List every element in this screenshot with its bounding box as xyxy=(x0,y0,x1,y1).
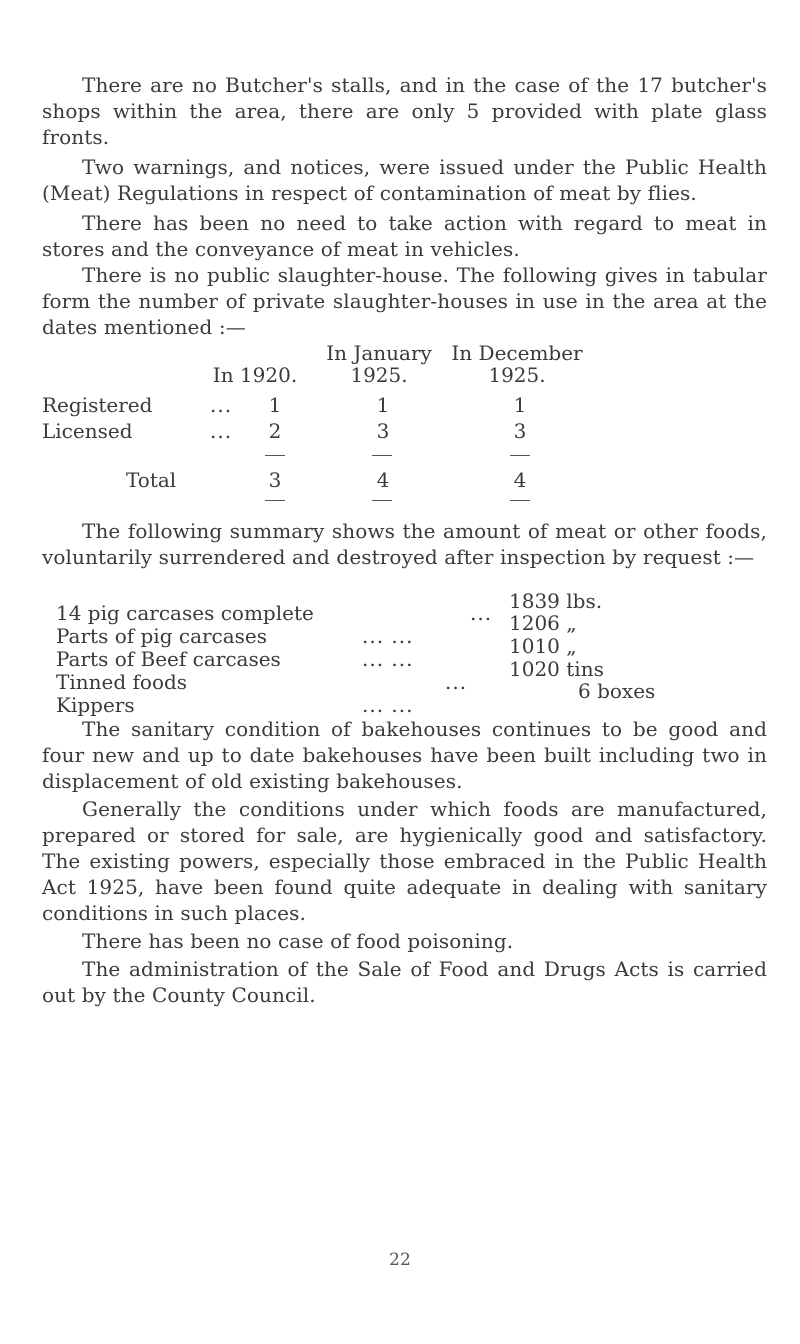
list-item-dots: ... xyxy=(470,601,493,625)
cell-registered-1920: 1 xyxy=(268,393,282,417)
rule-above-total-dec xyxy=(510,455,530,456)
total-label: Total xyxy=(126,468,177,492)
row-dots-licensed: ... xyxy=(210,419,233,443)
list-item-amount: 1020 tins xyxy=(509,657,604,681)
rule-above-total-1920 xyxy=(265,455,285,456)
paragraph-butcher-stalls: There are no Butcher's stalls, and in the case of the 17 butcher's shops within the area, there are only 5 provided with plate glass fronts. xyxy=(42,73,767,149)
paragraph-slaughter-house: There is no public slaughter-house. The following gives in tabular form the number of private slaughter-houses in use in the area at the dates mentioned :— xyxy=(42,263,767,339)
list-item-dots: ... ... xyxy=(362,647,414,671)
rule-below-total-1920 xyxy=(265,500,285,501)
list-item-amount: 1010 „ xyxy=(509,634,577,658)
rule-above-total-jan xyxy=(372,455,392,456)
paragraph-sale-of-food: The administration of the Sale of Food and Drugs Acts is carried out by the County Council. xyxy=(42,957,767,1007)
header-january-line1: In January xyxy=(326,341,432,365)
rule-below-total-jan xyxy=(372,500,392,501)
cell-licensed-jan: 3 xyxy=(376,419,390,443)
header-january-line2: 1925. xyxy=(350,363,408,387)
list-item-label: Kippers xyxy=(56,693,135,717)
row-dots-registered: ... xyxy=(210,393,233,417)
cell-licensed-dec: 3 xyxy=(513,419,527,443)
paragraph-food-conditions: Generally the conditions under which foods are manufactured, prepared or stored for sale, are hygienically good and satisfactory. The existing powers, especially those embraced in the Public Health Act 1925, have been found quite adequate in dealing with sanitary conditions in such places. xyxy=(42,797,767,925)
paragraph-warnings: Two warnings, and notices, were issued under the Public Health (Meat) Regulations in respect of contamination of meat by flies. xyxy=(42,155,767,205)
header-1920: In 1920. xyxy=(212,363,298,387)
row-label-licensed: Licensed xyxy=(42,419,133,443)
list-item-dots: ... ... xyxy=(362,624,414,648)
list-item-dots: ... ... xyxy=(362,693,414,717)
list-item-amount: 1839 lbs. xyxy=(509,589,603,613)
list-item-label: Tinned foods xyxy=(56,670,188,694)
paragraph-food-poisoning: There has been no case of food poisoning. xyxy=(82,929,514,953)
paragraph-bakehouses: The sanitary condition of bakehouses continues to be good and four new and up to date bakehouses have been built including two in displacement of old existing bakehouses. xyxy=(42,717,767,793)
cell-licensed-1920: 2 xyxy=(268,419,282,443)
total-1920: 3 xyxy=(268,468,282,492)
list-item-dots: ... xyxy=(445,670,468,694)
list-item-label: 14 pig carcases complete xyxy=(56,601,314,625)
page-number: 22 xyxy=(389,1250,411,1270)
list-item-label: Parts of Beef carcases xyxy=(56,647,281,671)
list-item-amount: 6 boxes xyxy=(578,679,656,703)
total-dec: 4 xyxy=(513,468,527,492)
rule-below-total-dec xyxy=(510,500,530,501)
paragraph-meat-stores: There has been no need to take action with regard to meat in stores and the conveyance of meat in vehicles. xyxy=(42,211,767,261)
row-label-registered: Registered xyxy=(42,393,153,417)
header-december-line2: 1925. xyxy=(488,363,546,387)
list-item-amount: 1206 „ xyxy=(509,611,577,635)
cell-registered-dec: 1 xyxy=(513,393,527,417)
list-item-label: Parts of pig carcases xyxy=(56,624,268,648)
header-december-line1: In December xyxy=(451,341,583,365)
total-jan: 4 xyxy=(376,468,390,492)
paragraph-summary-intro: The following summary shows the amount of meat or other foods, voluntarily surrendered and destroyed after inspection by request :— xyxy=(42,519,767,569)
cell-registered-jan: 1 xyxy=(376,393,390,417)
